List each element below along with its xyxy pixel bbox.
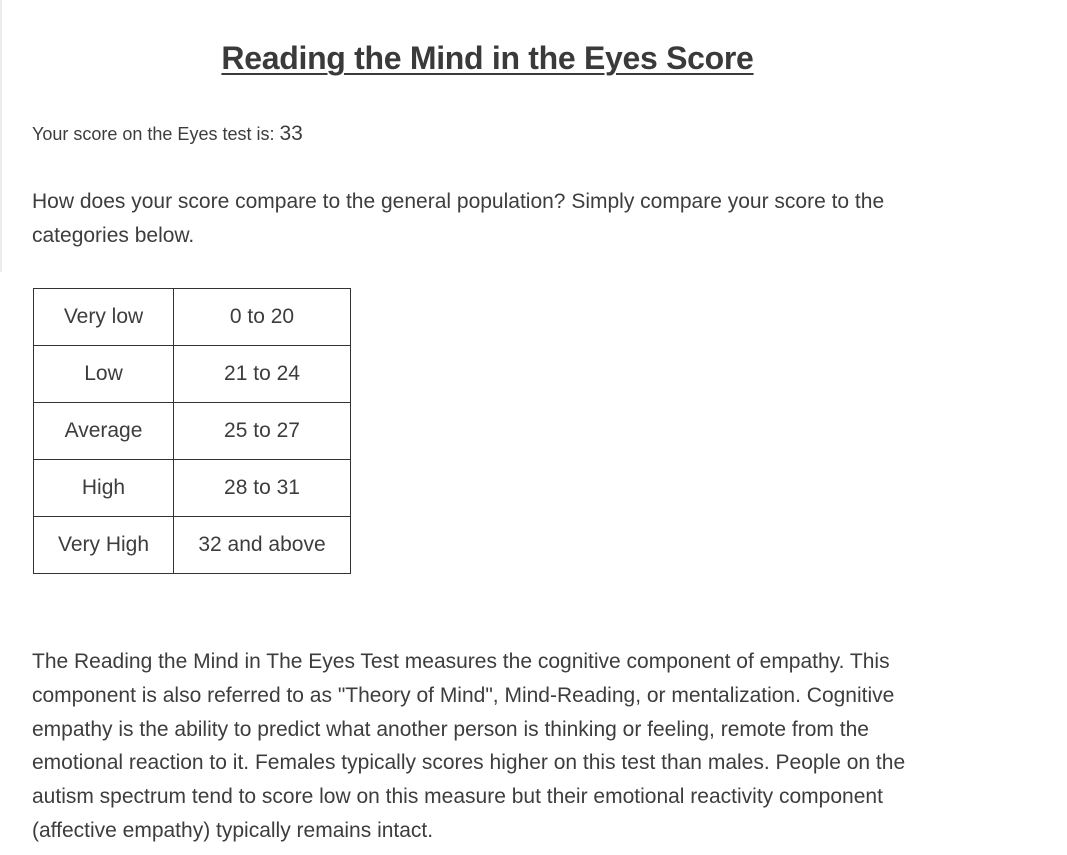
category-label: High [34, 460, 174, 517]
category-label: Very High [34, 517, 174, 574]
table-row [34, 289, 351, 346]
score-categories-table [33, 288, 351, 574]
category-label: Very low [34, 289, 174, 346]
test-description: The Reading the Mind in The Eyes Test measures the cognitive component of empathy. This component is also referred to as "Theory of Mind", Mind-Reading, or mentalization. Cognitive empathy is the ability to predict what another person is thinking or feeling, remote from the emotional reaction to it. Females typically scores higher on this test than males. People on the autism spectrum tend to score low on this measure but their emotional reactivity component (affective empathy) typically remains intact. [32, 650, 906, 842]
category-range: 0 to 20 [174, 289, 351, 346]
table-row [34, 346, 351, 403]
category-label: Low [34, 346, 174, 403]
category-range: 21 to 24 [174, 346, 351, 403]
page-edge-divider [0, 0, 2, 272]
category-range: 32 and above [174, 517, 351, 574]
category-range: 28 to 31 [174, 460, 351, 517]
table-row [34, 403, 351, 460]
table-row [34, 460, 351, 517]
score-value: 33 [279, 122, 303, 145]
category-range: 25 to 27 [174, 403, 351, 460]
compare-instructions: How does your score compare to the general population? Simply compare your score to the categories below. [32, 190, 885, 247]
table-row [34, 517, 351, 574]
score-line [32, 122, 303, 146]
page-title: Reading the Mind in the Eyes Score [221, 40, 754, 76]
category-label: Average [34, 403, 174, 460]
score-label: Your score on the Eyes test is: [32, 124, 275, 144]
